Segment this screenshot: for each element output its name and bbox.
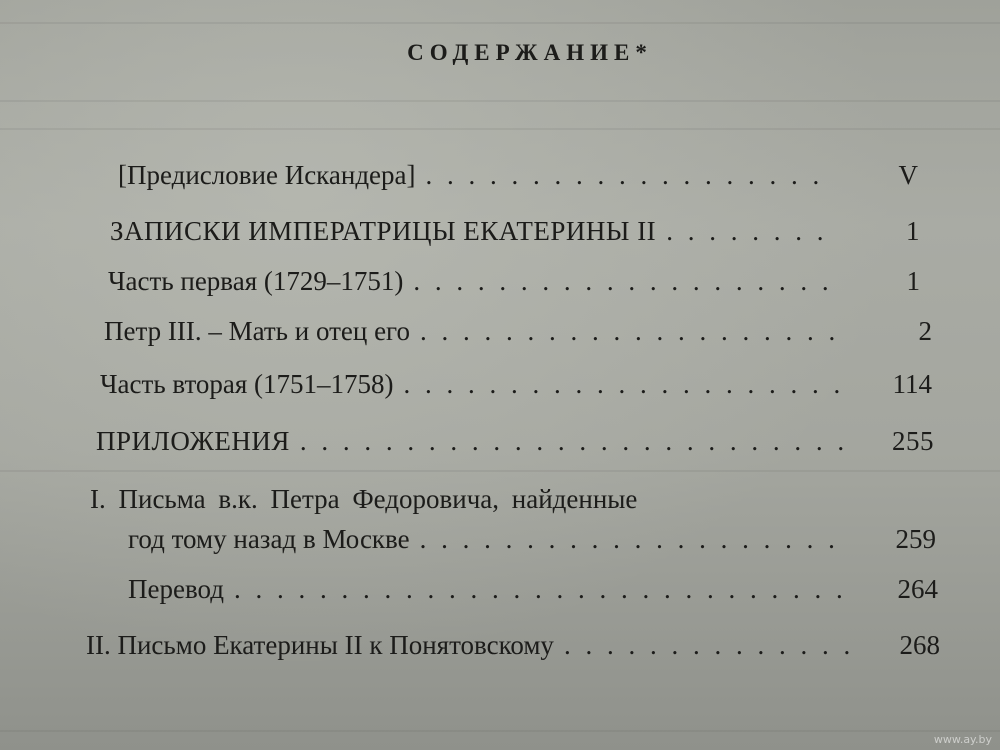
toc-entry-label: Часть вторая (1751–1758): [100, 369, 394, 399]
toc-entry: [118, 158, 918, 192]
toc-entry-page: 264: [897, 574, 938, 604]
show-through-line: [0, 128, 1000, 130]
toc-entry-label: II. Письмо Екатерины II к Понятовскому: [86, 630, 554, 660]
toc-entry: [108, 264, 920, 298]
leader-dots: [410, 522, 846, 556]
toc-entry-label-line1: I. Письма в.к. Петра Федоровича, найденные: [90, 484, 638, 514]
toc-entry: [96, 424, 934, 458]
toc-entry-page: 1: [906, 216, 920, 246]
toc-entry: [86, 628, 940, 662]
toc-entry-page: 255: [892, 426, 934, 456]
leader-dots: [410, 314, 842, 348]
show-through-line: [0, 730, 1000, 732]
leader-dots: [224, 572, 848, 606]
toc-entry-page: 114: [892, 369, 932, 399]
toc-entry-page: 1: [906, 266, 920, 296]
toc-entry-page: 259: [895, 524, 936, 554]
toc-entry-label: [Предисловие Искандера]: [118, 160, 416, 190]
toc-entry: [128, 522, 936, 556]
leader-dots: [416, 158, 828, 192]
leader-dots: [656, 214, 830, 248]
toc-entry-label: Часть первая (1729–1751): [108, 266, 404, 296]
leader-dots: [290, 424, 844, 458]
toc-entry-label: год тому назад в Москве: [128, 524, 410, 554]
watermark-text: www.ay.by: [933, 733, 992, 746]
show-through-line: [0, 470, 1000, 472]
leader-dots: [403, 264, 830, 298]
toc-entry: [110, 214, 920, 248]
toc-entry: [104, 314, 932, 348]
toc-entry-page: 268: [899, 630, 940, 660]
toc-entry-label: ПРИЛОЖЕНИЯ: [96, 426, 290, 456]
toc-entry-label: Петр III. – Мать и отец его: [104, 316, 410, 346]
show-through-line: [0, 22, 1000, 24]
toc-entry-label: ЗАПИСКИ ИМПЕРАТРИЦЫ ЕКАТЕРИНЫ II: [110, 216, 657, 246]
toc-entry-label: Перевод: [128, 574, 224, 604]
toc-entry: [100, 367, 932, 401]
toc-entry-page: 2: [918, 316, 932, 346]
leader-dots: [394, 367, 842, 401]
toc-entry: [128, 572, 938, 606]
toc-heading: СОДЕРЖАНИЕ*: [407, 40, 653, 65]
show-through-line: [0, 100, 1000, 102]
leader-dots: [554, 628, 850, 662]
toc-entry-page: V: [898, 160, 918, 190]
